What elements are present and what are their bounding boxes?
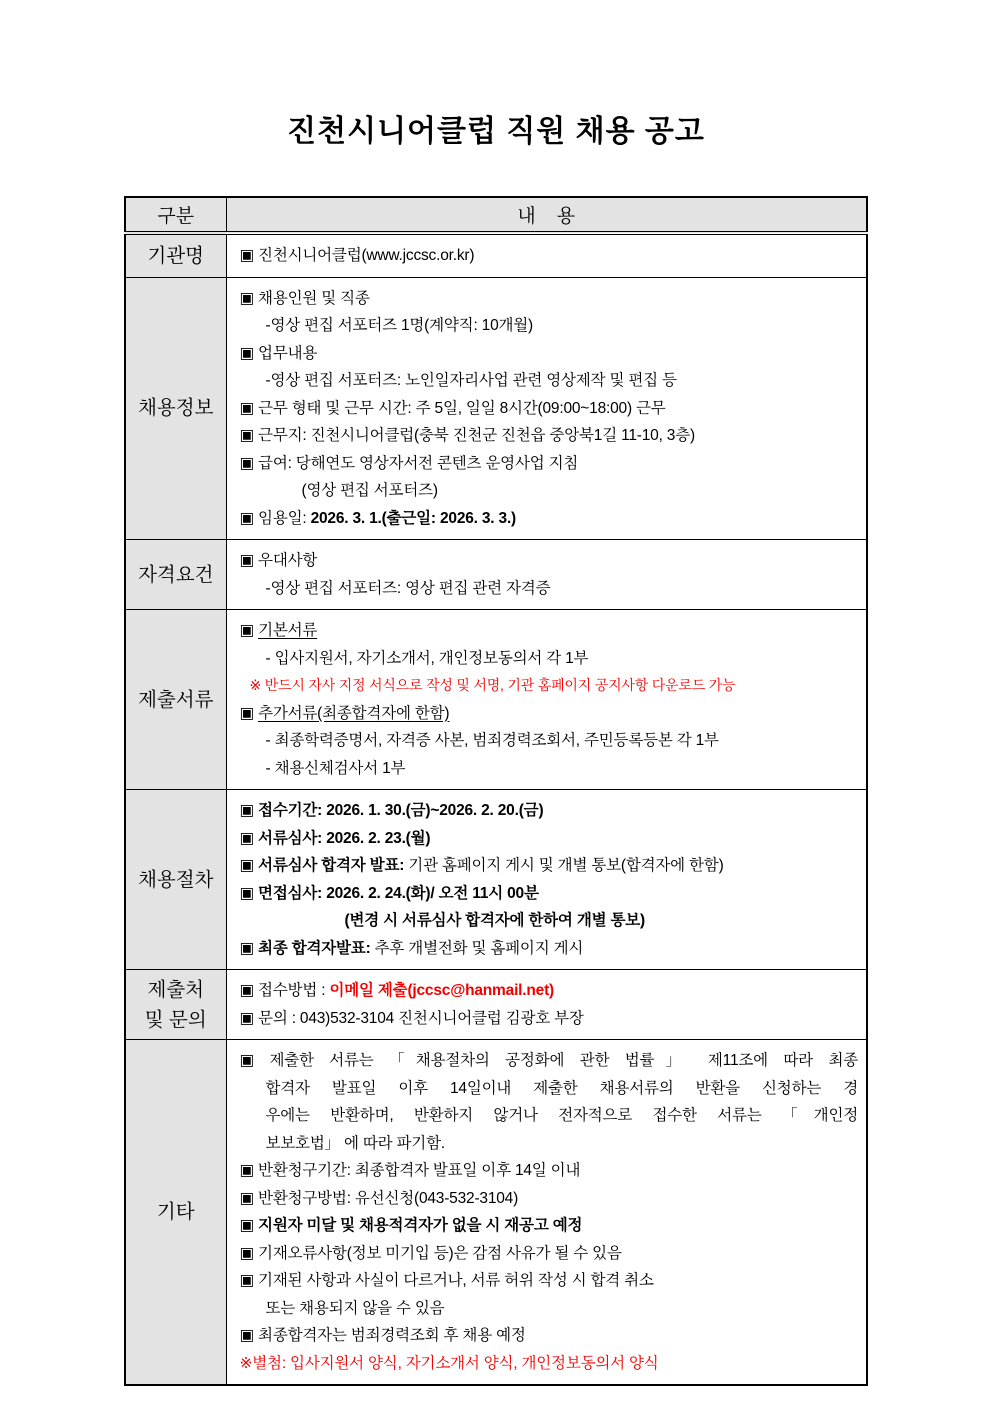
content-line bbox=[240, 505, 859, 533]
text-segment: -영상 편집 서포터즈: 노인일자리사업 관련 영상제작 및 편집 등 bbox=[265, 372, 677, 389]
table-row-qualifications bbox=[125, 540, 867, 610]
text-segment: ▣ bbox=[239, 622, 259, 639]
content-line bbox=[240, 1240, 859, 1268]
text-segment: ▣ 제출한 서류는 「채용절차의 공정화에 관한 법률」 제11조에 따라 최종 bbox=[239, 1052, 858, 1069]
content-line bbox=[240, 727, 859, 755]
row-label-text: 제출처 bbox=[147, 978, 204, 1001]
content-line bbox=[240, 395, 859, 423]
row-content-contact bbox=[226, 970, 867, 1040]
content-line bbox=[240, 1130, 859, 1158]
text-segment: ▣ 면접심사: 2026. 2. 24.(화)/ 오전 11시 00분 bbox=[239, 884, 539, 902]
row-content-qualifications bbox=[226, 540, 867, 610]
table-header bbox=[125, 197, 867, 233]
email-address: 이메일 제출(jccsc@hanmail.net) bbox=[329, 982, 554, 999]
row-content-etc bbox=[226, 1040, 867, 1386]
table-body bbox=[125, 233, 867, 1385]
text-segment: ▣ 근무지: 진천시니어클럽(충북 진천군 진천읍 중앙북1길 11-10, 3층) bbox=[239, 427, 695, 444]
row-label-text: 기타 bbox=[156, 1201, 195, 1223]
content-line bbox=[240, 285, 859, 313]
text-segment: ▣ 채용인원 및 직종 bbox=[239, 289, 370, 307]
text-segment: -영상 편집 서포터즈 1명(계약직: 10개월) bbox=[265, 317, 534, 334]
table-row-etc bbox=[125, 1040, 867, 1386]
row-label-agency-name bbox=[125, 233, 226, 277]
text-segment: 추가서류(최종합격자에 한함) bbox=[258, 704, 450, 722]
content-line bbox=[240, 575, 859, 603]
row-label-text: 자격요건 bbox=[138, 563, 214, 586]
content-line bbox=[240, 755, 859, 783]
content-line bbox=[240, 1157, 859, 1185]
content-line bbox=[240, 367, 859, 395]
text-segment: 또는 채용되지 않을 수 있음 bbox=[265, 1299, 445, 1317]
table-row-agency-name bbox=[125, 233, 867, 277]
content-line bbox=[240, 547, 859, 575]
content-line bbox=[240, 825, 859, 853]
text-segment: ▣ 접수기간: 2026. 1. 30.(금)~2026. 2. 20.(금) bbox=[239, 802, 544, 819]
row-content-agency-name bbox=[226, 233, 867, 277]
table-row-documents bbox=[125, 610, 867, 790]
text-segment: ▣ 접수방법 : bbox=[239, 982, 330, 999]
content-line bbox=[240, 880, 859, 908]
content-line bbox=[240, 672, 859, 700]
text-segment: - 입사지원서, 자기소개서, 개인정보동의서 각 1부 bbox=[265, 649, 589, 667]
text-segment: ▣ 업무내용 bbox=[239, 344, 318, 362]
row-content-process bbox=[226, 790, 867, 970]
content-line bbox=[240, 797, 859, 825]
text-segment: ※별첨: 입사지원서 양식, 자기소개서 양식, 개인정보동의서 양식 bbox=[239, 1354, 659, 1372]
text-segment: 2026. 3. 1.(출근일: 2026. 3. 3.) bbox=[310, 509, 517, 527]
text-segment: 합격자 발표일 이후 14일이내 제출한 채용서류의 반환을 신청하는 경 bbox=[265, 1079, 858, 1097]
text-segment: ▣ 급여: 당해연도 영상자서전 콘텐츠 운영사업 지침 bbox=[239, 454, 579, 472]
text-segment: ▣ 기재오류사항(정보 미기입 등)은 감점 사유가 될 수 있음 bbox=[239, 1244, 622, 1262]
phone-number: ▣ 문의 : 043)532-3104 진천시니어클럽 김광호 부장 bbox=[239, 1009, 584, 1027]
content-line bbox=[240, 935, 859, 963]
text-segment: ▣ 임용일: bbox=[239, 509, 311, 527]
row-label-text: 및 문의 bbox=[144, 1008, 207, 1031]
text-segment: 보보호법」 에 따라 파기함. bbox=[265, 1134, 445, 1152]
content-line bbox=[240, 1047, 859, 1075]
text-segment: (영상 편집 서포터즈) bbox=[301, 482, 438, 499]
content-line bbox=[240, 1295, 859, 1323]
row-label-contact bbox=[125, 970, 226, 1040]
content-line bbox=[240, 907, 859, 935]
text-segment: 기관 홈페이지 게시 및 개별 통보(합격자에 한함) bbox=[404, 857, 724, 874]
text-segment: ▣ 최종 합격자발표: bbox=[239, 939, 371, 957]
text-segment: ▣ 서류심사: 2026. 2. 23.(월) bbox=[239, 829, 431, 847]
header-cell-content: 내 용 bbox=[226, 197, 867, 233]
text-segment: - 채용신체검사서 1부 bbox=[265, 759, 406, 777]
content-line bbox=[240, 645, 859, 673]
page-title: 진천시니어클럽 직원 채용 공고 bbox=[287, 115, 705, 148]
content-line bbox=[240, 477, 859, 505]
content-line bbox=[240, 422, 859, 450]
content-line bbox=[240, 700, 859, 728]
row-label-process bbox=[125, 790, 226, 970]
text-segment: 추후 개별전화 및 홈페이지 게시 bbox=[370, 939, 584, 957]
content-line bbox=[240, 340, 859, 368]
header-row bbox=[125, 197, 867, 233]
content-line bbox=[240, 1185, 859, 1213]
row-label-documents bbox=[125, 610, 226, 790]
table-row-process bbox=[125, 790, 867, 970]
content-line bbox=[240, 852, 859, 880]
row-label-text: 기관명 bbox=[147, 244, 204, 267]
content-line bbox=[240, 450, 859, 478]
table-row-recruit-info bbox=[125, 277, 867, 540]
content-line bbox=[240, 617, 859, 645]
text-segment: ▣ 기재된 사항과 사실이 다르거나, 서류 허위 작성 시 합격 취소 bbox=[239, 1272, 654, 1289]
text-segment: ▣ 근무 형태 및 근무 시간: 주 5일, 일일 8시간(09:00~18:00) 근무 bbox=[239, 399, 666, 417]
text-segment: ▣ 서류심사 합격자 발표: bbox=[239, 857, 405, 874]
row-label-text: 채용정보 bbox=[138, 397, 214, 420]
text-segment: (변경 시 서류심사 합격자에 한하여 개별 통보) bbox=[344, 912, 645, 929]
text-segment: 기본서류 bbox=[258, 622, 318, 639]
row-content-recruit-info bbox=[226, 277, 867, 540]
text-segment: ※ 반드시 자사 지정 서식으로 작성 및 서명, 기관 홈페이지 공지사항 다운로드 가능 bbox=[249, 677, 736, 693]
row-label-text: 채용절차 bbox=[138, 868, 214, 891]
row-label-recruit-info bbox=[125, 277, 226, 540]
text-segment: ▣ bbox=[239, 704, 259, 722]
row-label-qualifications bbox=[125, 540, 226, 610]
text-segment: 우에는 반환하며, 반환하지 않거나 전자적으로 접수한 서류는 「개인정 bbox=[265, 1107, 858, 1124]
text-segment: - 최종학력증명서, 자격증 사본, 범죄경력조회서, 주민등록등본 각 1부 bbox=[265, 732, 719, 749]
content-line bbox=[240, 1102, 859, 1130]
content-line bbox=[240, 1212, 859, 1240]
website-url: ▣ 진천시니어클럽(www.jccsc.or.kr) bbox=[239, 247, 475, 264]
text-segment: ▣ 우대사항 bbox=[239, 552, 318, 569]
text-segment: ▣ 반환청구방법: 유선신청(043-532-3104) bbox=[239, 1189, 519, 1207]
content-line bbox=[240, 1005, 859, 1033]
content-line bbox=[240, 1350, 859, 1378]
header-cell-category: 구분 bbox=[125, 197, 226, 233]
text-segment: ▣ 반환청구기간: 최종합격자 발표일 이후 14일 이내 bbox=[239, 1162, 581, 1179]
content-line bbox=[240, 1267, 859, 1295]
content-line bbox=[240, 1322, 859, 1350]
text-segment: ▣ 지원자 미달 및 채용적격자가 없을 시 재공고 예정 bbox=[239, 1217, 583, 1234]
row-label-etc bbox=[125, 1040, 226, 1386]
row-content-documents bbox=[226, 610, 867, 790]
content-line bbox=[240, 242, 859, 270]
job-posting-table bbox=[124, 196, 868, 1386]
content-line bbox=[240, 312, 859, 340]
table-row-contact bbox=[125, 970, 867, 1040]
content-line bbox=[240, 977, 859, 1005]
text-segment: -영상 편집 서포터즈: 영상 편집 관련 자격증 bbox=[265, 579, 551, 597]
text-segment: ▣ 최종합격자는 범죄경력조회 후 채용 예정 bbox=[239, 1327, 526, 1344]
row-label-text: 제출서류 bbox=[138, 688, 214, 711]
content-line bbox=[240, 1075, 859, 1103]
